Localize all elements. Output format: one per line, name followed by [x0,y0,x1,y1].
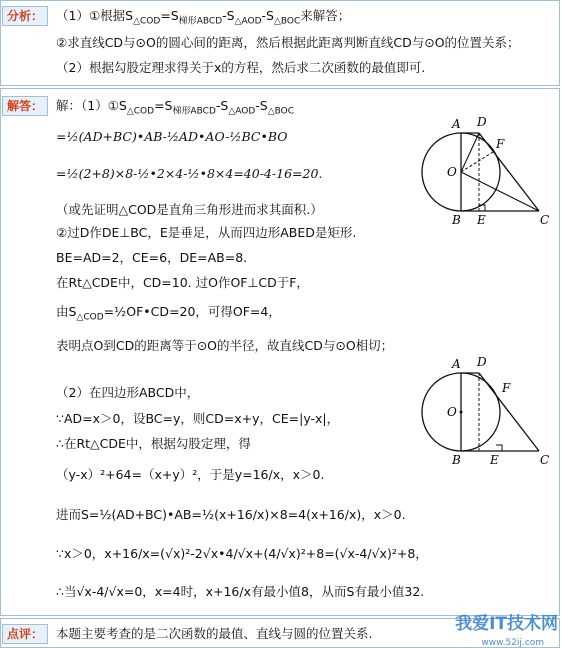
geometry-figure-2 [416,350,556,470]
solution-eq1: =½(AD+BC)•AB-½AD•AO-½BC•BO [56,129,288,144]
part2-head: （2）在四边形ABCD中， [56,385,200,400]
solution-eq2: =½(2+8)×8-½•2×4-½•8×4=40-4-16=20. [56,166,323,181]
solution-step2: ②过D作DE⊥BC，E是垂足，从而四边形ABED是矩形. [56,225,357,240]
fig1-label-a: A [452,117,461,131]
solution-note: （或先证明△COD是直角三角形进而求其面积.） [56,202,323,217]
fig1-label-e: E [477,213,486,227]
part2-line1: ∵AD=x＞0，设BC=y，则CD=x+y，CE=|y-x|， [56,411,340,426]
analysis-line-1: （1）①根据$S_{\triangle COD}=S_{梯形ABCD}-S_{\triangle AOD}-S_{\triangle BOC}$来解答； [56,8,351,27]
fig1-label-f: F [496,137,505,151]
fig1-label-d: D [477,115,487,129]
part2-line3: （y-x）²+64=（x+y）²，于是y=16/x，x＞0. [56,467,325,482]
part2-line6: ∴当√x-4/√x=0，x=4时，x+16/x有最小值8，从而S有最小值32. [56,584,425,599]
fig2-label-f: F [502,381,511,395]
fig1-label-c: C [540,213,550,227]
solution-step6: 表明点O到CD的距离等于⊙O的半径，故直线CD与⊙O相切； [56,338,394,353]
watermark-url: www.52ij.com [481,638,544,648]
analysis-line-3: （2）根据勾股定理求得关于x的方程，然后求二次函数的最值即可. [56,60,426,75]
fig1-label-b: B [452,213,461,227]
solution-step5: 由$S_{\triangle COD}=\frac{1}{2}OF•CD=20$，可得OF=4， [56,304,281,323]
analysis-line-2: ②求直线CD与⊙O的圆心间的距离，然后根据此距离判断直线CD与⊙O的位置关系； [56,35,520,50]
fig2-label-b: B [452,453,461,467]
fig2-label-d: D [477,355,487,369]
comment-text: 本题主要考查的是二次函数的最值、直线与圆的位置关系. [56,626,373,641]
solution-step4: 在Rt△CDE中，CD=10. 过O作OF⊥CD于F， [56,275,309,290]
answer-label: 解答： [2,96,48,116]
solution-head: 解：$(1)①S_{\triangle COD}=S_{梯形ABCD}-S_{\triangle AOD}-S_{\triangle BOC}$ [56,98,295,117]
fig2-label-e: E [490,453,499,467]
fig2-label-c: C [540,453,550,467]
analysis-label: 分析： [2,6,48,26]
part2-line5: ∵x＞0，x+16/x=(√x)²-2√x•4/√x+(4/√x)²+8=(√x-4/√x)²+8， [56,546,428,561]
part2-line2: ∴在Rt△CDE中，根据勾股定理，得 [56,436,251,451]
fig1-label-o: O [447,165,457,179]
comment-label: 点评： [2,624,48,644]
part2-line4: 进而S=½(AD+BC)•AB=½(x+16/x)×8=4(x+16/x)，x＞0. [56,507,406,522]
solution-step3: BE=AD=2，CE=6，DE=AB=8. [56,250,248,265]
fig2-label-o: O [447,405,457,419]
fig2-label-a: A [452,357,461,371]
geometry-figure-1 [416,110,556,230]
watermark-logo: 我爱IT技术网 [455,614,558,634]
